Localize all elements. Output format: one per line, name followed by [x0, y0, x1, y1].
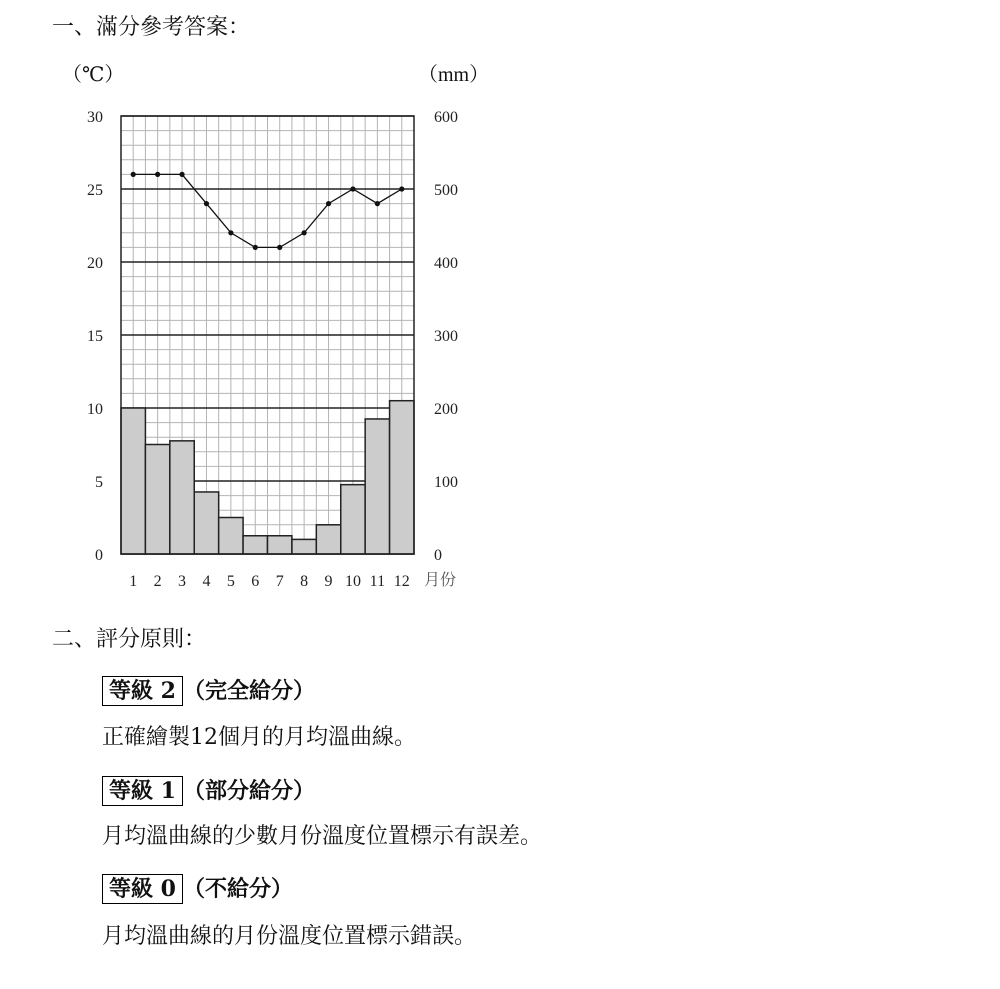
left-tick-label: 10 — [87, 401, 103, 418]
grade-2-heading — [102, 676, 315, 707]
right-axis-unit: （mm） — [418, 64, 490, 86]
x-tick-label: 4 — [202, 573, 211, 590]
precipitation-bar — [390, 401, 414, 554]
grade-0-note: （不給分） — [182, 876, 293, 902]
x-tick-label: 1 — [129, 573, 138, 590]
temperature-point — [155, 172, 160, 177]
temperature-point — [302, 230, 307, 235]
precipitation-bar — [170, 441, 194, 554]
temperature-point — [350, 186, 355, 191]
temperature-point — [179, 172, 184, 177]
temperature-point — [326, 201, 331, 206]
section-title-answer: 一、滿分參考答案： — [52, 15, 251, 40]
grade-1-label: 等級 1 — [102, 776, 183, 806]
x-tick-label: 7 — [275, 573, 284, 590]
temperature-point — [277, 245, 282, 250]
grade-0-label: 等級 0 — [102, 874, 183, 904]
temperature-point — [204, 201, 209, 206]
precipitation-bar — [292, 539, 316, 554]
precipitation-bar — [243, 536, 267, 554]
right-tick-label: 300 — [434, 328, 458, 345]
precipitation-bar — [316, 525, 340, 554]
x-tick-label: 12 — [393, 573, 410, 590]
right-tick-label: 600 — [434, 109, 458, 126]
left-tick-label: 20 — [87, 255, 103, 272]
climate-chart — [0, 0, 500, 600]
grade-0-heading — [102, 874, 293, 905]
x-tick-label: 10 — [344, 573, 361, 590]
grade-1-note: （部分給分） — [182, 778, 315, 804]
x-tick-label: 9 — [324, 573, 333, 590]
right-tick-label: 500 — [434, 182, 458, 199]
temperature-point — [375, 201, 380, 206]
temperature-point — [253, 245, 258, 250]
right-tick-label: 200 — [434, 401, 458, 418]
grade-2-description: 正確繪製12個月的月均溫曲線。 — [102, 725, 416, 750]
precipitation-bar — [121, 408, 145, 554]
left-tick-label: 30 — [87, 109, 103, 126]
precipitation-bar — [341, 485, 365, 554]
section-title-scoring: 二、評分原則： — [52, 627, 207, 652]
grade-1-description: 月均溫曲線的少數月份溫度位置標示有誤差。 — [102, 824, 543, 849]
x-tick-label: 11 — [369, 573, 386, 590]
grade-2-label: 等級 2 — [102, 676, 183, 706]
left-axis-unit: （℃） — [62, 64, 125, 86]
precipitation-bar — [145, 445, 169, 555]
left-tick-label: 25 — [87, 182, 103, 199]
left-tick-label: 15 — [87, 328, 103, 345]
grade-1-heading — [102, 776, 315, 807]
x-tick-label: 5 — [226, 573, 235, 590]
right-tick-label: 0 — [434, 547, 442, 564]
grade-0-description: 月均溫曲線的月份溫度位置標示錯誤。 — [102, 924, 477, 949]
temperature-point — [228, 230, 233, 235]
temperature-point — [131, 172, 136, 177]
precipitation-bar — [219, 518, 243, 555]
precipitation-bar — [365, 419, 389, 554]
right-tick-label: 100 — [434, 474, 458, 491]
right-tick-label: 400 — [434, 255, 458, 272]
grade-2-note: （完全給分） — [182, 678, 315, 704]
x-tick-label: 6 — [251, 573, 260, 590]
x-tick-label: 3 — [178, 573, 187, 590]
x-tick-label: 8 — [300, 573, 309, 590]
left-tick-label: 5 — [95, 474, 103, 491]
x-tick-label: 2 — [153, 573, 162, 590]
precipitation-bar — [268, 536, 292, 554]
x-axis-label: 月份 — [424, 570, 457, 589]
left-tick-label: 0 — [95, 547, 103, 564]
temperature-point — [399, 186, 404, 191]
precipitation-bar — [194, 492, 218, 554]
